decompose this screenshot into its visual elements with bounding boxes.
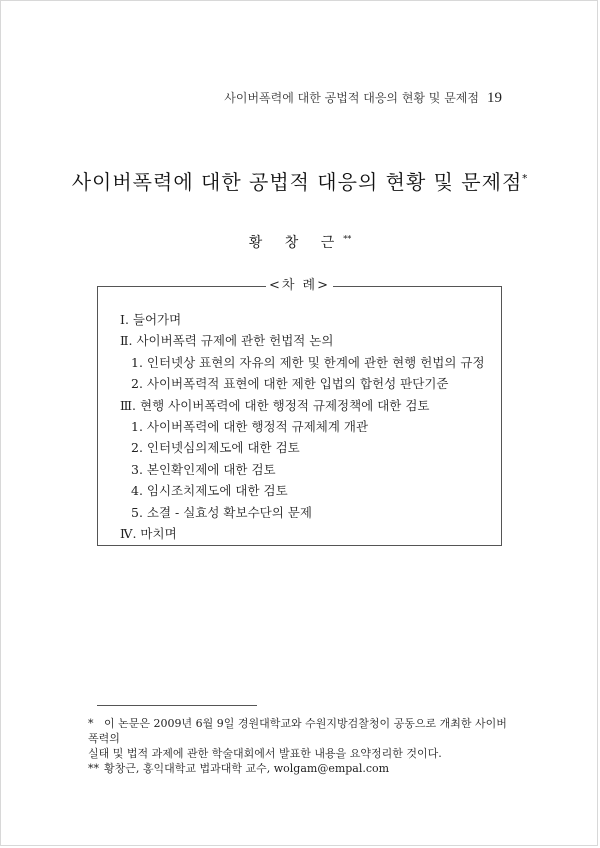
page-number: 19 xyxy=(487,90,502,106)
footnote-continuation: 실태 및 법적 과제에 관한 학술대회에서 발표한 내용을 요약정리한 것이다. xyxy=(88,747,442,760)
title-footnote-mark: * xyxy=(522,173,529,185)
toc-item: Ⅱ. 사이버폭력 규제에 관한 헌법적 논의 xyxy=(120,333,334,349)
footnote-mark: * xyxy=(88,717,94,730)
author-footnote-mark: ** xyxy=(343,234,352,244)
author-line xyxy=(0,232,600,252)
toc-item: Ⅲ. 현행 사이버폭력에 대한 행정적 규제정책에 대한 검토 xyxy=(120,397,430,413)
toc-item: 4. 임시조치제도에 대한 검토 xyxy=(131,483,288,499)
author-name: 황 창 근 xyxy=(248,235,344,251)
footnote-divider xyxy=(97,705,257,706)
toc-item: 1. 인터넷상 표현의 자유의 제한 및 한계에 관한 현행 헌법의 규정 xyxy=(131,354,485,370)
table-of-contents xyxy=(97,278,502,546)
toc-item: 5. 소결 - 실효성 확보수단의 문제 xyxy=(131,504,312,520)
toc-list xyxy=(98,311,501,546)
toc-label xyxy=(98,278,501,294)
footnote xyxy=(88,716,508,746)
footnote xyxy=(88,761,508,776)
paper-title xyxy=(0,166,600,195)
paper-title-text: 사이버폭력에 대한 공법적 대응의 현황 및 문제점 xyxy=(71,170,523,194)
footnote-mark: ** xyxy=(88,762,99,775)
footnotes xyxy=(88,716,508,776)
footnote-text: 이 논문은 2009년 6월 9일 경원대학교와 수원지방검찰청이 공동으로 개최한 사이버폭력의 xyxy=(88,717,507,745)
toc-item: Ⅰ. 들어가며 xyxy=(120,312,182,327)
toc-item: Ⅳ. 마치며 xyxy=(120,525,177,541)
toc-item: 2. 사이버폭력적 표현에 대한 제한 입법의 합헌성 판단기준 xyxy=(131,376,449,392)
toc-item: 3. 본인확인제에 대한 검토 xyxy=(131,461,276,477)
running-header xyxy=(224,89,502,107)
footnote-text: 황창근, 홍익대학교 법과대학 교수, wolgam@empal.com xyxy=(104,762,390,775)
running-header-title: 사이버폭력에 대한 공법적 대응의 현황 및 문제점 xyxy=(224,91,479,105)
toc-item: 2. 인터넷심의제도에 대한 검토 xyxy=(131,440,300,456)
toc-item: 1. 사이버폭력에 대한 행정적 규제체계 개관 xyxy=(131,418,369,434)
toc-label-text: <차 례> xyxy=(266,278,333,293)
